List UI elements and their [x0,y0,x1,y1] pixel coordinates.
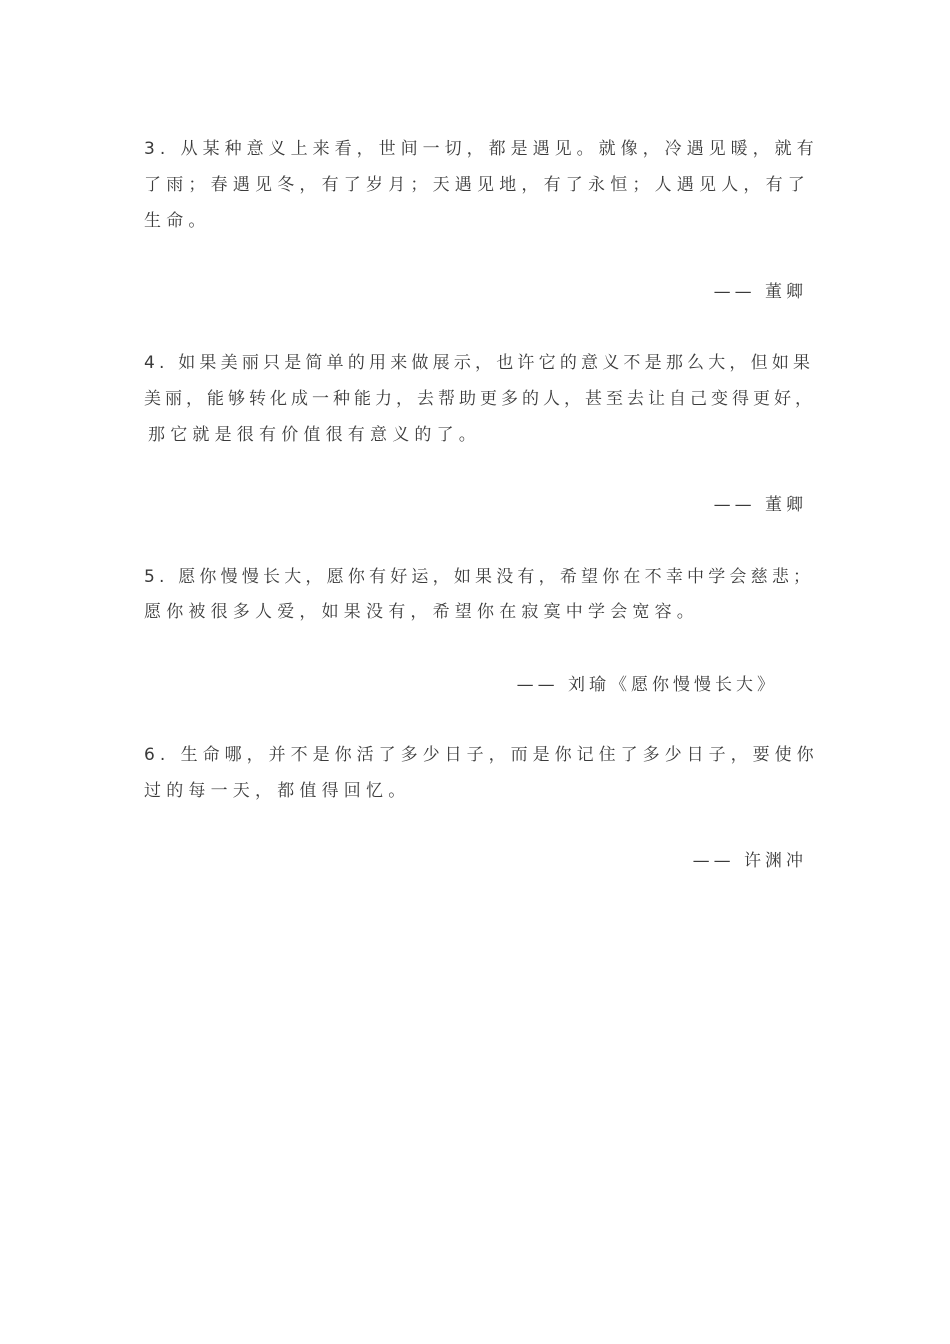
quote-author: —— 刘瑜《愿你慢慢长大》 [516,675,778,695]
quote-line: 那它就是很有价值很有意义的了。 [148,425,481,445]
quote-line: 愿你被很多人爱，如果没有，希望你在寂寞中学会宽容。 [144,602,699,622]
quote-author: —— 许渊冲 [692,851,807,871]
quote-line: 了雨；春遇见冬，有了岁月；天遇见地，有了永恒；人遇见人，有了 [144,175,810,195]
quote-line: 美丽，能够转化成一种能力，去帮助更多的人，甚至去让自己变得更好， [144,389,816,409]
quote-line: 生命。 [144,211,211,231]
quote-line: 5. 愿你慢慢长大，愿你有好运，如果没有，希望你在不幸中学会慈悲； [144,567,815,587]
quote-author: —— 董卿 [713,282,807,302]
quote-line: 6. 生命哪，并不是你活了多少日子，而是你记住了多少日子，要使你 [144,745,819,765]
quote-author: —— 董卿 [713,495,807,515]
quote-line: 过的每一天，都值得回忆。 [144,781,411,801]
quote-line: 4. 如果美丽只是简单的用来做展示，也许它的意义不是那么大，但如果 [144,353,815,373]
quote-line: 3. 从某种意义上来看，世间一切，都是遇见。就像，冷遇见暖，就有 [144,139,819,159]
